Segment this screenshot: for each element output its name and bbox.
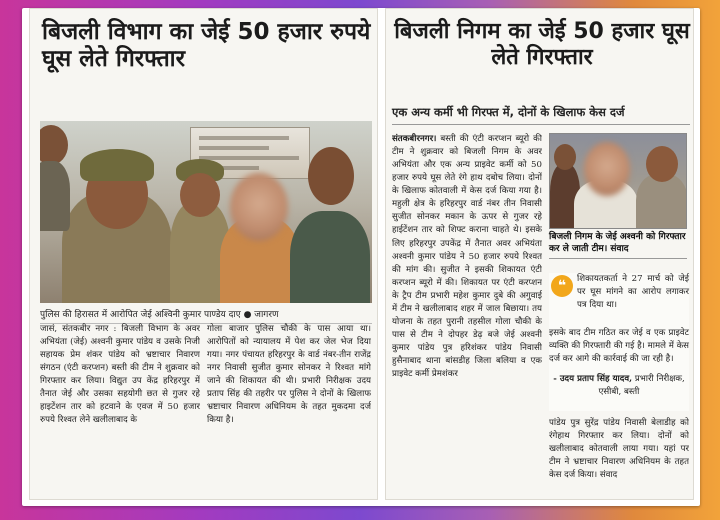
left-photo-caption: पुलिस की हिरासत में आरोपित जेई अश्विनी कुमार पाण्डेय दाए ● जागरण [40,307,372,324]
left-body-column-1: जासं, संतकबीर नगर : बिजली विभाग के अवर अभियंता (जेई) अश्वनी कुमार पांडेय व उसके निजी सहायक प्रेम शंकर पांडेय को भ्रष्टाचार निवारण संगठन (एंटी करप्शन) बस्ती की टीम ने शुक्रवार को गिरफ्तार कर लिया। विद्युत उप केंद्र हरिहरपुर में तैनात जेई और उसका सहयोगी छत से गुजर रहे हाइटेंशन तार को हटवाने के एवज में 50 हजार रुपये रिश्वत लेने खलीलाबाद के [40,324,200,426]
left-news-photo [40,121,372,303]
officer-quote-box [549,273,689,411]
left-headline: बिजली विभाग का जेई 50 हजार रुपये घूस लेते गिरफ्तार [42,19,371,73]
right-body-text-1: बस्ती की एंटी करप्शन ब्यूरो की टीम ने शुक्रवार को बिजली निगम के अवर अभियंता और एक अन्य प्राइवेट कर्मी को 50 हजार रुपये घूस लेते रंगे हाथ दबोच लिया। दोनों के खिलाफ कोतवाली में केस दर्ज किया गया है। महुली क्षेत्र के हरिहरपुर वार्ड नंबर तीन निवासी सुजीत सोनकर मकान के ऊपर से गुजर रहे हाईटेंशन तार को शिफ्ट कराना चाहते थे। इसके लिए हरिहरपुर उपकेंद्र में तैनात अवर अभियंता अश्वनी कुमार पांडेय ने 50 हजार रुपये रिश्वत की मांग की। सुजीत ने इसकी शिकायत एंटी करप्शन ब्यूरो में की। शिकायत पर एंटी करप्शन के ट्रैप टीम प्रभारी महेश कुमार दुबे की अगुवाई में टीम ने खलीलाबाद शहर में जाल बिछाया। तय योजना के तहत पुरानी तहसील गोला चौकी के पास से टीम ने दोपहर डेढ़ बजे जेई अश्वनी कुमार पांडेय पुत्र हरिशंकर पांडेय निवासी हुसैनाबाद थाना बांसडीह जिला बलिया व एक प्राइवेट कर्मी प्रेमशंकर [392,134,542,380]
left-news-clipping [29,8,378,500]
blurred-face [230,173,288,241]
blurred-face [584,142,630,196]
right-news-photo [549,133,687,229]
right-subheadline: एक अन्य कर्मी भी गिरफ्त में, दोनों के खिलाफ केस दर्ज [392,105,690,125]
right-photo-caption: बिजली निगम के जेई अश्वनी को गिरफ्तार कर ले जाती टीम। संवाद [549,231,687,259]
right-news-clipping [385,8,694,500]
right-body-column-1 [392,133,542,497]
quote-attribution [549,373,689,399]
left-body-column-2: गोला बाजार पुलिस चौकी के पास आया था। आरोपितों को न्यायालय में पेश कर जेल भेज दिया गया। नगर पंचायत हरिहरपुर के वार्ड नंबर-तीन राजेंद्र नगर निवासी सुजीत कुमार सोनकर ने रिश्वत मांगे जाने की शिकायत की थी। प्रभारी निरीक्षक उदय प्रताप सिंह की तहरीर पर पुलिस ने दोनों के खिलाफ भ्रष्टाचार निवारण अधिनियम के तहत मुकदमा दर्ज किया है। [207,324,371,426]
quote-text-continued: इसके बाद टीम गठित कर जेई व एक प्राइवेट व्यक्ति की गिरफ्तारी की गई है। मामले में केस दर्ज कर आगे की कार्रवाई की जा रही है। [549,328,689,364]
right-body-column-2: पांडेय पुत्र सुरेंद्र पांडेय निवासी बेलाडीह को रंगेहाथ गिरफ्तार कर लिया। दोनों को खलीलाबाद कोतवाली लाया गया। यहां पर टीम ने भ्रष्टाचार निवारण अधिनियम के तहत केस दर्ज किया। संवाद [549,418,689,481]
quote-attribution-role: प्रभारी निरीक्षक, एसीबी, बस्ती [598,374,685,397]
right-headline: बिजली निगम का जेई 50 हजार घूस लेते गिरफ्तार [394,19,690,70]
quote-icon: ❝ [551,275,573,297]
police-cap [80,149,154,181]
dateline: संतकबीरनगर। [392,134,437,144]
quote-attribution-name: - उदय प्रताप सिंह यादव, [553,374,633,384]
quote-text: शिकायतकर्ता ने 27 मार्च को जेई पर घूस मांगने का आरोप लगाकर पत्र दिया था। [577,274,689,310]
